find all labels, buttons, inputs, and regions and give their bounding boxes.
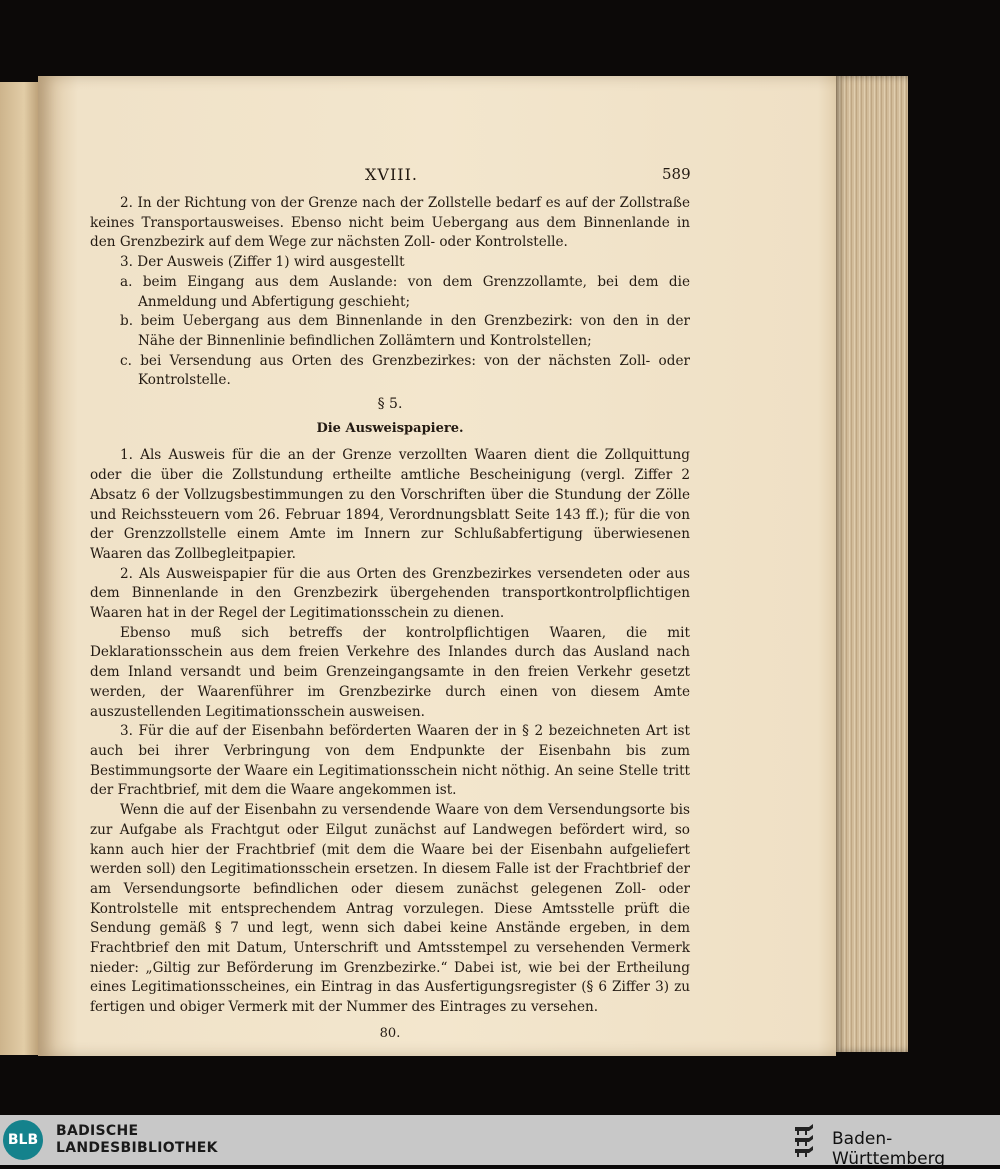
list-item: c. bei Versendung aus Orten des Grenzbezirkes: von der nächsten Zoll- oder Kontrolstelle.	[120, 352, 690, 389]
baden-wuerttemberg-lions-icon	[792, 1121, 820, 1159]
page-text	[90, 194, 690, 1044]
paragraph: 3. Der Ausweis (Ziffer 1) wird ausgestellt	[120, 254, 405, 271]
paragraph: 2. In der Richtung von der Grenze nach der Zollstelle bedarf es auf der Zollstraße keines Transportausweises. Ebenso nicht beim Uebergang aus dem Binnenlande in den Grenzbezirk auf dem Wege zur nächsten Zoll- oder Kontrolstelle.	[90, 195, 690, 251]
paragraph: 3. Für die auf der Eisenbahn beförderten Waaren der in § 2 bezeichneten Art ist auch bei ihrer Verbringung von dem Endpunkte der Eisenbahn bis zum Bestimmungsorte der Waare ein Legitimationsschein nicht nöthig. An seine Stelle tritt der Frachtbrief, mit dem die Waare angekommen ist.	[90, 723, 690, 799]
left-page-edge	[0, 82, 40, 1055]
chapter-number: XVIII.	[365, 165, 418, 184]
paragraph: 1. Als Ausweis für die an der Grenze verzollten Waaren dient die Zollquittung oder die über die Zollstundung ertheilte amtliche Bescheinigung (vergl. Ziffer 2 Absatz 6 der Vollzugsbestimmungen zu den Vorschriften über die Stundung der Zölle und Reichssteuern vom 26. Februar 1894, Verordnungsblatt Seite 143 ff.); für die von der Grenzzollstelle einem Amte im Innern zur Schlußabfertigung überwiesenen Waaren das Zollbegleitpapier.	[90, 447, 690, 562]
footer-bar	[0, 1115, 1000, 1169]
blb-logo-icon[interactable]: BLB	[3, 1120, 43, 1160]
library-name[interactable]	[56, 1123, 218, 1157]
page-number: 589	[662, 165, 691, 183]
library-name-line1: BADISCHE	[56, 1123, 139, 1139]
signature-mark: 80.	[379, 1025, 401, 1041]
state-name[interactable]: Baden-Württemberg	[832, 1129, 946, 1169]
library-name-line2: LANDESBIBLIOTHEK	[56, 1140, 218, 1156]
list-item: a. beim Eingang aus dem Auslande: von dem Grenzzollamte, bei dem die Anmeldung und Abfertigung geschieht;	[120, 273, 690, 310]
paragraph: Ebenso muß sich betreffs der kontrolpflichtigen Waaren, die mit Deklarationsschein aus dem freien Verkehre des Inlandes durch das Ausland nach dem Inland versandt und beim Grenzeingangsamte in den freien Verkehr gesetzt werden, der Waarenführer im Grenzbezirke durch einen von diesem Amte auszustellenden Legitimationsschein ausweisen.	[90, 624, 690, 720]
paragraph: 2. Als Ausweispapier für die aus Orten des Grenzbezirkes versendeten oder aus dem Binnenlande in den Grenzbezirk übergehenden transportkontrolpflichtigen Waaren hat in der Regel der Legitimationsschein zu dienen.	[90, 565, 690, 622]
section-title: Die Ausweispapiere.	[316, 420, 464, 436]
page-fore-edge	[833, 76, 908, 1052]
book-page	[38, 76, 836, 1056]
section-sign: § 5.	[377, 396, 403, 413]
list-item: b. beim Uebergang aus dem Binnenlande in den Grenzbezirk: von den in der Nähe der Binnenlinie befindlichen Zollämtern und Kontrolstellen;	[120, 313, 690, 349]
paragraph: Wenn die auf der Eisenbahn zu versendende Waare von dem Versendungsorte bis zur Aufgabe als Frachtgut oder Eilgut zunächst auf Landwegen befördert wird, so kann auch hier der Frachtbrief (mit dem die Waare bei der Eisenbahn aufgeliefert werden soll) den Legitimationsschein ersetzen. In diesem Falle ist der Frachtbrief der am Versendungsorte befindlichen oder diesem zunächst gelegenen Zoll- oder Kontrolstelle mit entsprechendem Antrag vorzulegen. Diese Amtsstelle prüft die Sendung gemäß § 7 und legt, wenn sich dabei keine Anstände ergeben, in dem Frachtbrief den mit Datum, Unterschrift und Amtsstempel zu versehenden Vermerk nieder: „Giltig zur Beförderung im Grenzbezirke.“ Dabei ist, wie bei der Ertheilung eines Legitimationsscheines, ein Eintrag in das Ausfertigungsregister (§ 6 Ziffer 3) zu fertigen und obiger Vermerk mit der Nummer des Eintrages zu versehen.	[90, 802, 690, 1016]
